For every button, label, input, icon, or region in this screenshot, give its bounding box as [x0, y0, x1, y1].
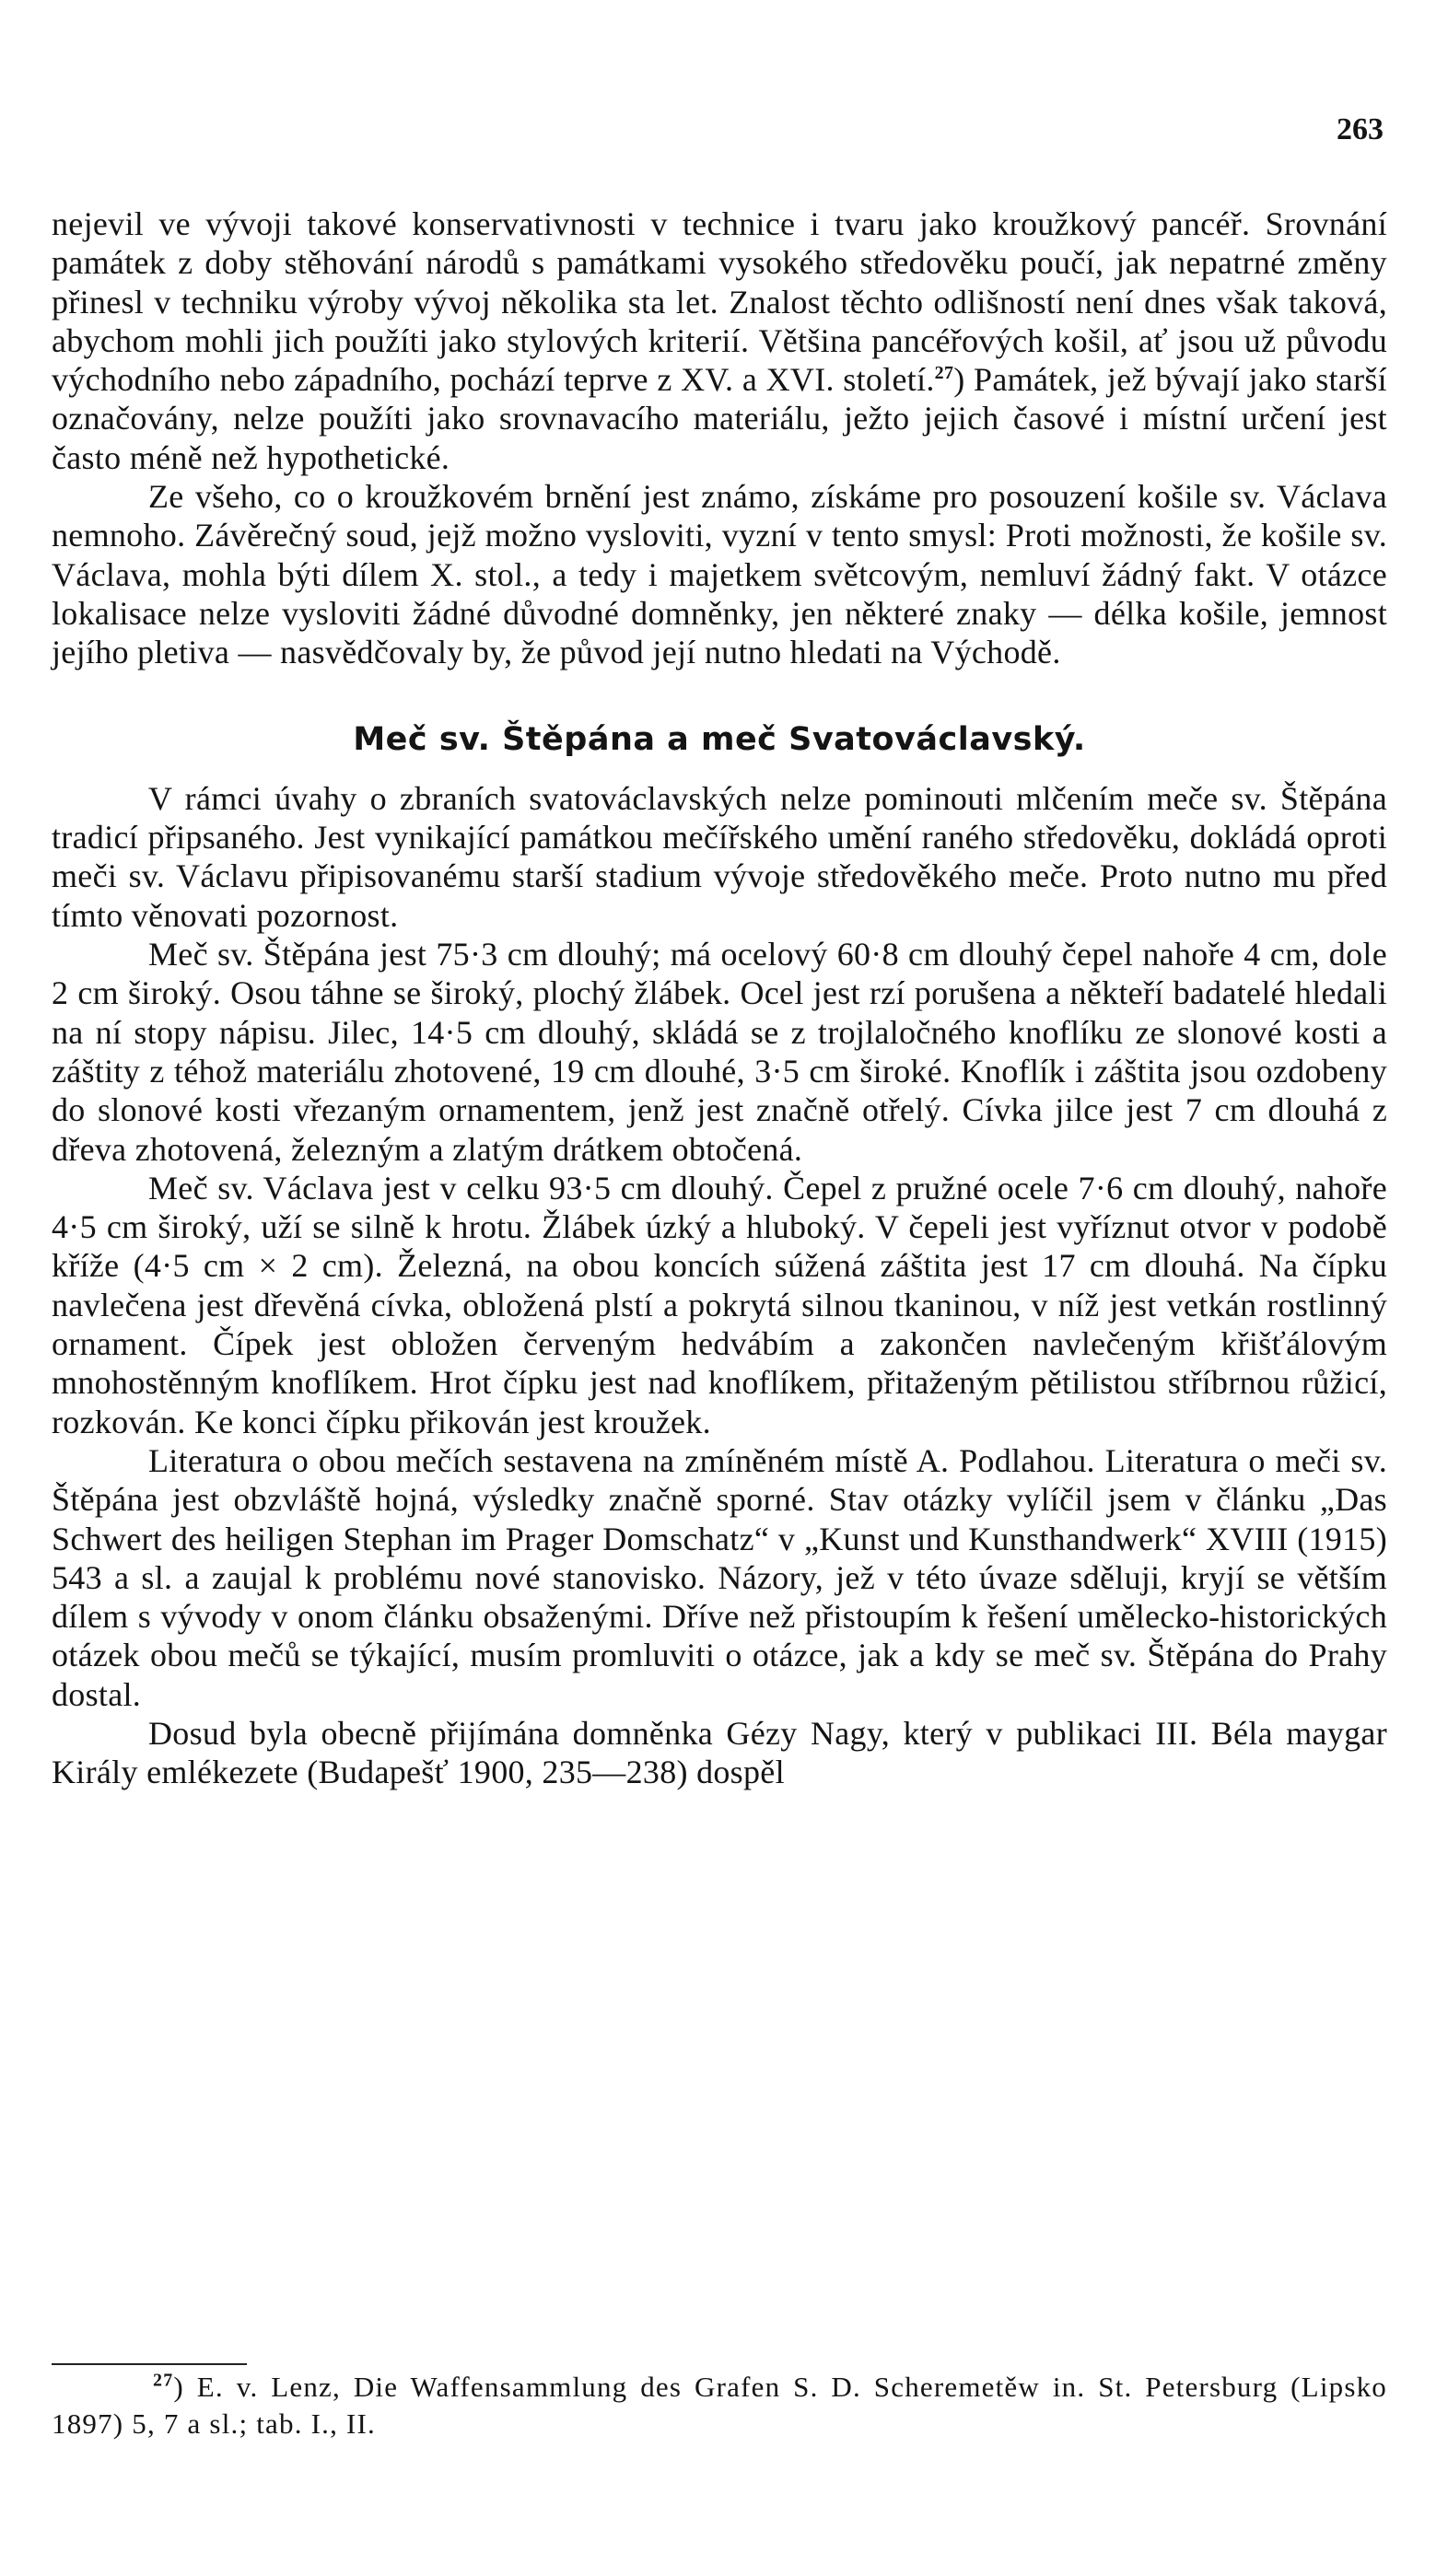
- paragraph: Meč sv. Štěpána jest 75·3 cm dlouhý; má ocelový 60·8 cm dlouhý čepel nahoře 4 cm, dole 2 cm široký. Osou táhne se široký, plochý žlábek. Ocel jest rzí porušena a někteří badatelé hledali na ní stopy nápisu. Jilec, 14·5 cm dlouhý, skládá se z trojlaločného knoflíku ze slonové kosti a záštity z téhož materiálu zhotovené, 19 cm dlouhé, 3·5 cm široké. Knoflík i záštita jsou ozdobeny do slonové kosti vřezaným ornamentem, jenž jest značně otřelý. Cívka jilce jest 7 cm dlouhá z dřeva zhotovená, železným a zlatým drátkem obtočená.: [52, 936, 1387, 1168]
- paragraph: Ze všeho, co o kroužkovém brnění jest známo, získáme pro posouzení košile sv. Václava nemnoho. Závěrečný soud, jejž možno vysloviti, vyzní v tento smysl: Proti možnosti, že košile sv. Václava, mohla býti dílem X. stol., a tedy i majetkem světcovým, nemluví žádný fakt. V otázce lokalisace nelze vysloviti žádné důvodné domněnky, jen některé znaky — délka košile, jemnost jejího pletiva — nasvědčovaly by, že původ její nutno hledati na Východě.: [52, 478, 1387, 671]
- paragraph: Dosud byla obecně přijímána domněnka Gézy Nagy, který v publikaci III. Béla maygar Király emlékezete (Budapešť 1900, 235—238) dospěl: [52, 1714, 1387, 1791]
- page-number: 263: [1337, 112, 1384, 146]
- paragraph-text: ) Památek, jež bývají jako starší označovány, nelze použíti jako srovnavacího materiálu, ježto jejich časové i místní určení jest často méně než hypothetické.: [52, 361, 1387, 476]
- footnote-text: [52, 2369, 1387, 2442]
- footnote-marker: 27: [153, 2370, 174, 2391]
- footnote-divider: [52, 2363, 247, 2365]
- body-text: [52, 204, 1387, 1792]
- footnote-reference[interactable]: 27: [934, 363, 954, 384]
- paragraph: V rámci úvahy o zbraních svatováclavských nelze pominouti mlčením meče sv. Štěpána tradicí připsaného. Jest vynikající památkou mečířského umění raného středověku, dokládá oproti meči sv. Václavu připisovanému starší stadium vývoje středověkého meče. Proto nutno mu před tímto věnovati pozornost.: [52, 779, 1387, 934]
- paragraph: Meč sv. Václava jest v celku 93·5 cm dlouhý. Čepel z pružné ocele 7·6 cm dlouhý, nahoře 4·5 cm široký, uží se silně k hrotu. Žlábek úzký a hluboký. V čepeli jest vyříznut otvor v podobě kříže (4·5 cm × 2 cm). Železná, na obou koncích súžená záštita jest 17 cm dlouhá. Na čípku navlečena jest dřevěná cívka, obložená plstí a pokrytá silnou tkaninou, v níž jest vetkán rostlinný ornament. Čípek jest obložen červeným hedvábím a zakončen navlečeným křišťálovým mnohostěnným knoflíkem. Hrot čípku jest nad knoflíkem, přitaženým pětilistou stříbrnou růžicí, rozkován. Ke konci čípku přikován jest kroužek.: [52, 1169, 1387, 1440]
- footnote: [52, 2369, 1387, 2442]
- paragraph: Literatura o obou mečích sestavena na zmíněném místě A. Podlahou. Literatura o meči sv. Štěpána jest obzvláště hojná, výsledky značně sporné. Stav otázky vylíčil jsem v článku „Das Schwert des heiligen Stephan im Prager Domschatz“ v „Kunst und Kunsthandwerk“ XVIII (1915) 543 a sl. a zaujal k problému nové stanovisko. Názory, jež v této úvaze sděluji, kryjí se větším dílem s vývody v onom článku obsaženými. Dříve než přistoupím k řešení umělecko-historických otázek obou mečů se týkající, musím promluviti o otázce, jak a kdy se meč sv. Štěpána do Prahy dostal.: [52, 1441, 1387, 1713]
- footnote-body: ) E. v. Lenz, Die Waffensammlung des Grafen S. D. Scheremetěw in. St. Petersburg (Lipsko 1897) 5, 7 a sl.; tab. I., II.: [52, 2371, 1387, 2440]
- section-heading: Meč sv. Štěpána a meč Svatováclavský.: [353, 720, 1086, 758]
- paragraph-text: nejevil ve vývoji takové konservativnosti v technice i tvaru jako kroužkový pancéř. Srovnání památek z doby stěhování národů s památkami vysokého středověku poučí, jak nepatrné změny přinesl v techniku výroby vývoj několika sta let. Znalost těchto odlišností není dnes však taková, abychom mohli jich použíti jako stylových kriterií. Většina pancéřových košil, ať jsou už původu východního nebo západního, pochází teprve z XV. a XVI. století.: [52, 205, 1387, 399]
- paragraph: [52, 204, 1387, 477]
